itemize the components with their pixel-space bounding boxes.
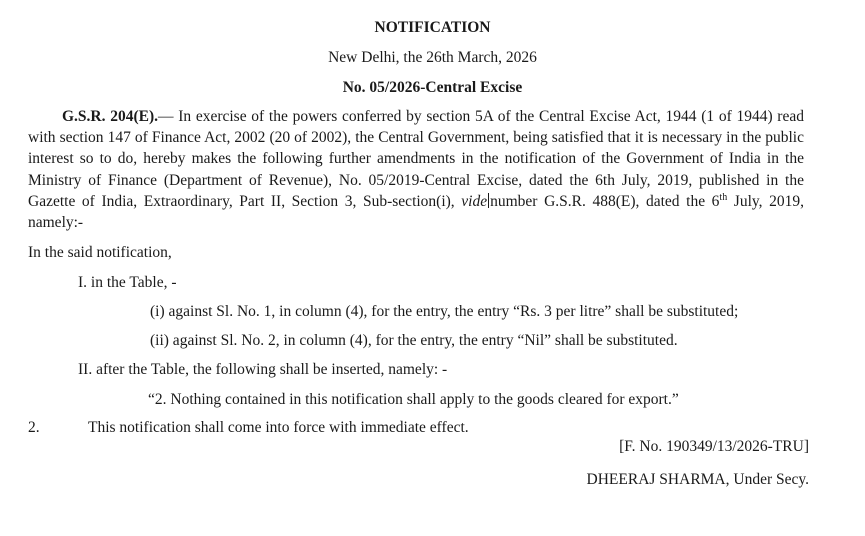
notification-heading: NOTIFICATION — [374, 19, 491, 36]
preamble-text: — In exercise of the powers conferred by section 5A of the Central Excise Act, 1944 (1 of 1944) read with section 147 of Finance Act, 2002 (20 of 2002), the Central Government, being satisfied that it is necessary in the public interest so to do, hereby makes the following further amendments in the notification of the Government of India in the Ministry of Finance (Department of Revenue), No. 05/2019-Central Excise, dated the 6th July, 2019, published in the Gazette of India, Extraordinary, Part II, Section 3, Sub-section(i), — [28, 108, 804, 210]
file-number: [F. No. 190349/13/2026-TRU] — [619, 438, 809, 455]
text-cursor — [488, 193, 489, 208]
preamble-text-after-vide: number G.S.R. 488(E), dated the 6 — [490, 192, 720, 210]
said-notification-line: In the said notification, — [28, 244, 172, 261]
amendment-item-II: II. after the Table, the following shall be inserted, namely: - — [78, 361, 448, 378]
amendment-item-I-i: (i) against Sl. No. 1, in column (4), for the entry, the entry “Rs. 3 per litre” shall be substituted; — [150, 303, 739, 320]
place-date: New Delhi, the 26th March, 2026 — [328, 49, 537, 66]
vide-word: vide — [461, 192, 488, 210]
preamble-paragraph — [28, 106, 804, 233]
amendment-item-I: I. in the Table, - — [78, 274, 177, 291]
paragraph-2-text: This notification shall come into force with immediate effect. — [88, 419, 469, 436]
inserted-paragraph: “2. Nothing contained in this notification shall apply to the goods cleared for export.” — [148, 391, 679, 408]
paragraph-2-number: 2. — [28, 419, 40, 436]
notification-number: No. 05/2026-Central Excise — [342, 79, 523, 96]
amendment-item-I-ii: (ii) against Sl. No. 2, in column (4), for the entry, the entry “Nil” shall be substituted. — [150, 332, 678, 349]
signatory: DHEERAJ SHARMA, Under Secy. — [586, 471, 809, 488]
gsr-number: G.S.R. 204(E). — [62, 108, 158, 125]
preamble-text-end: July, 2019, namely:- — [28, 192, 804, 232]
date-superscript: th — [719, 191, 728, 203]
